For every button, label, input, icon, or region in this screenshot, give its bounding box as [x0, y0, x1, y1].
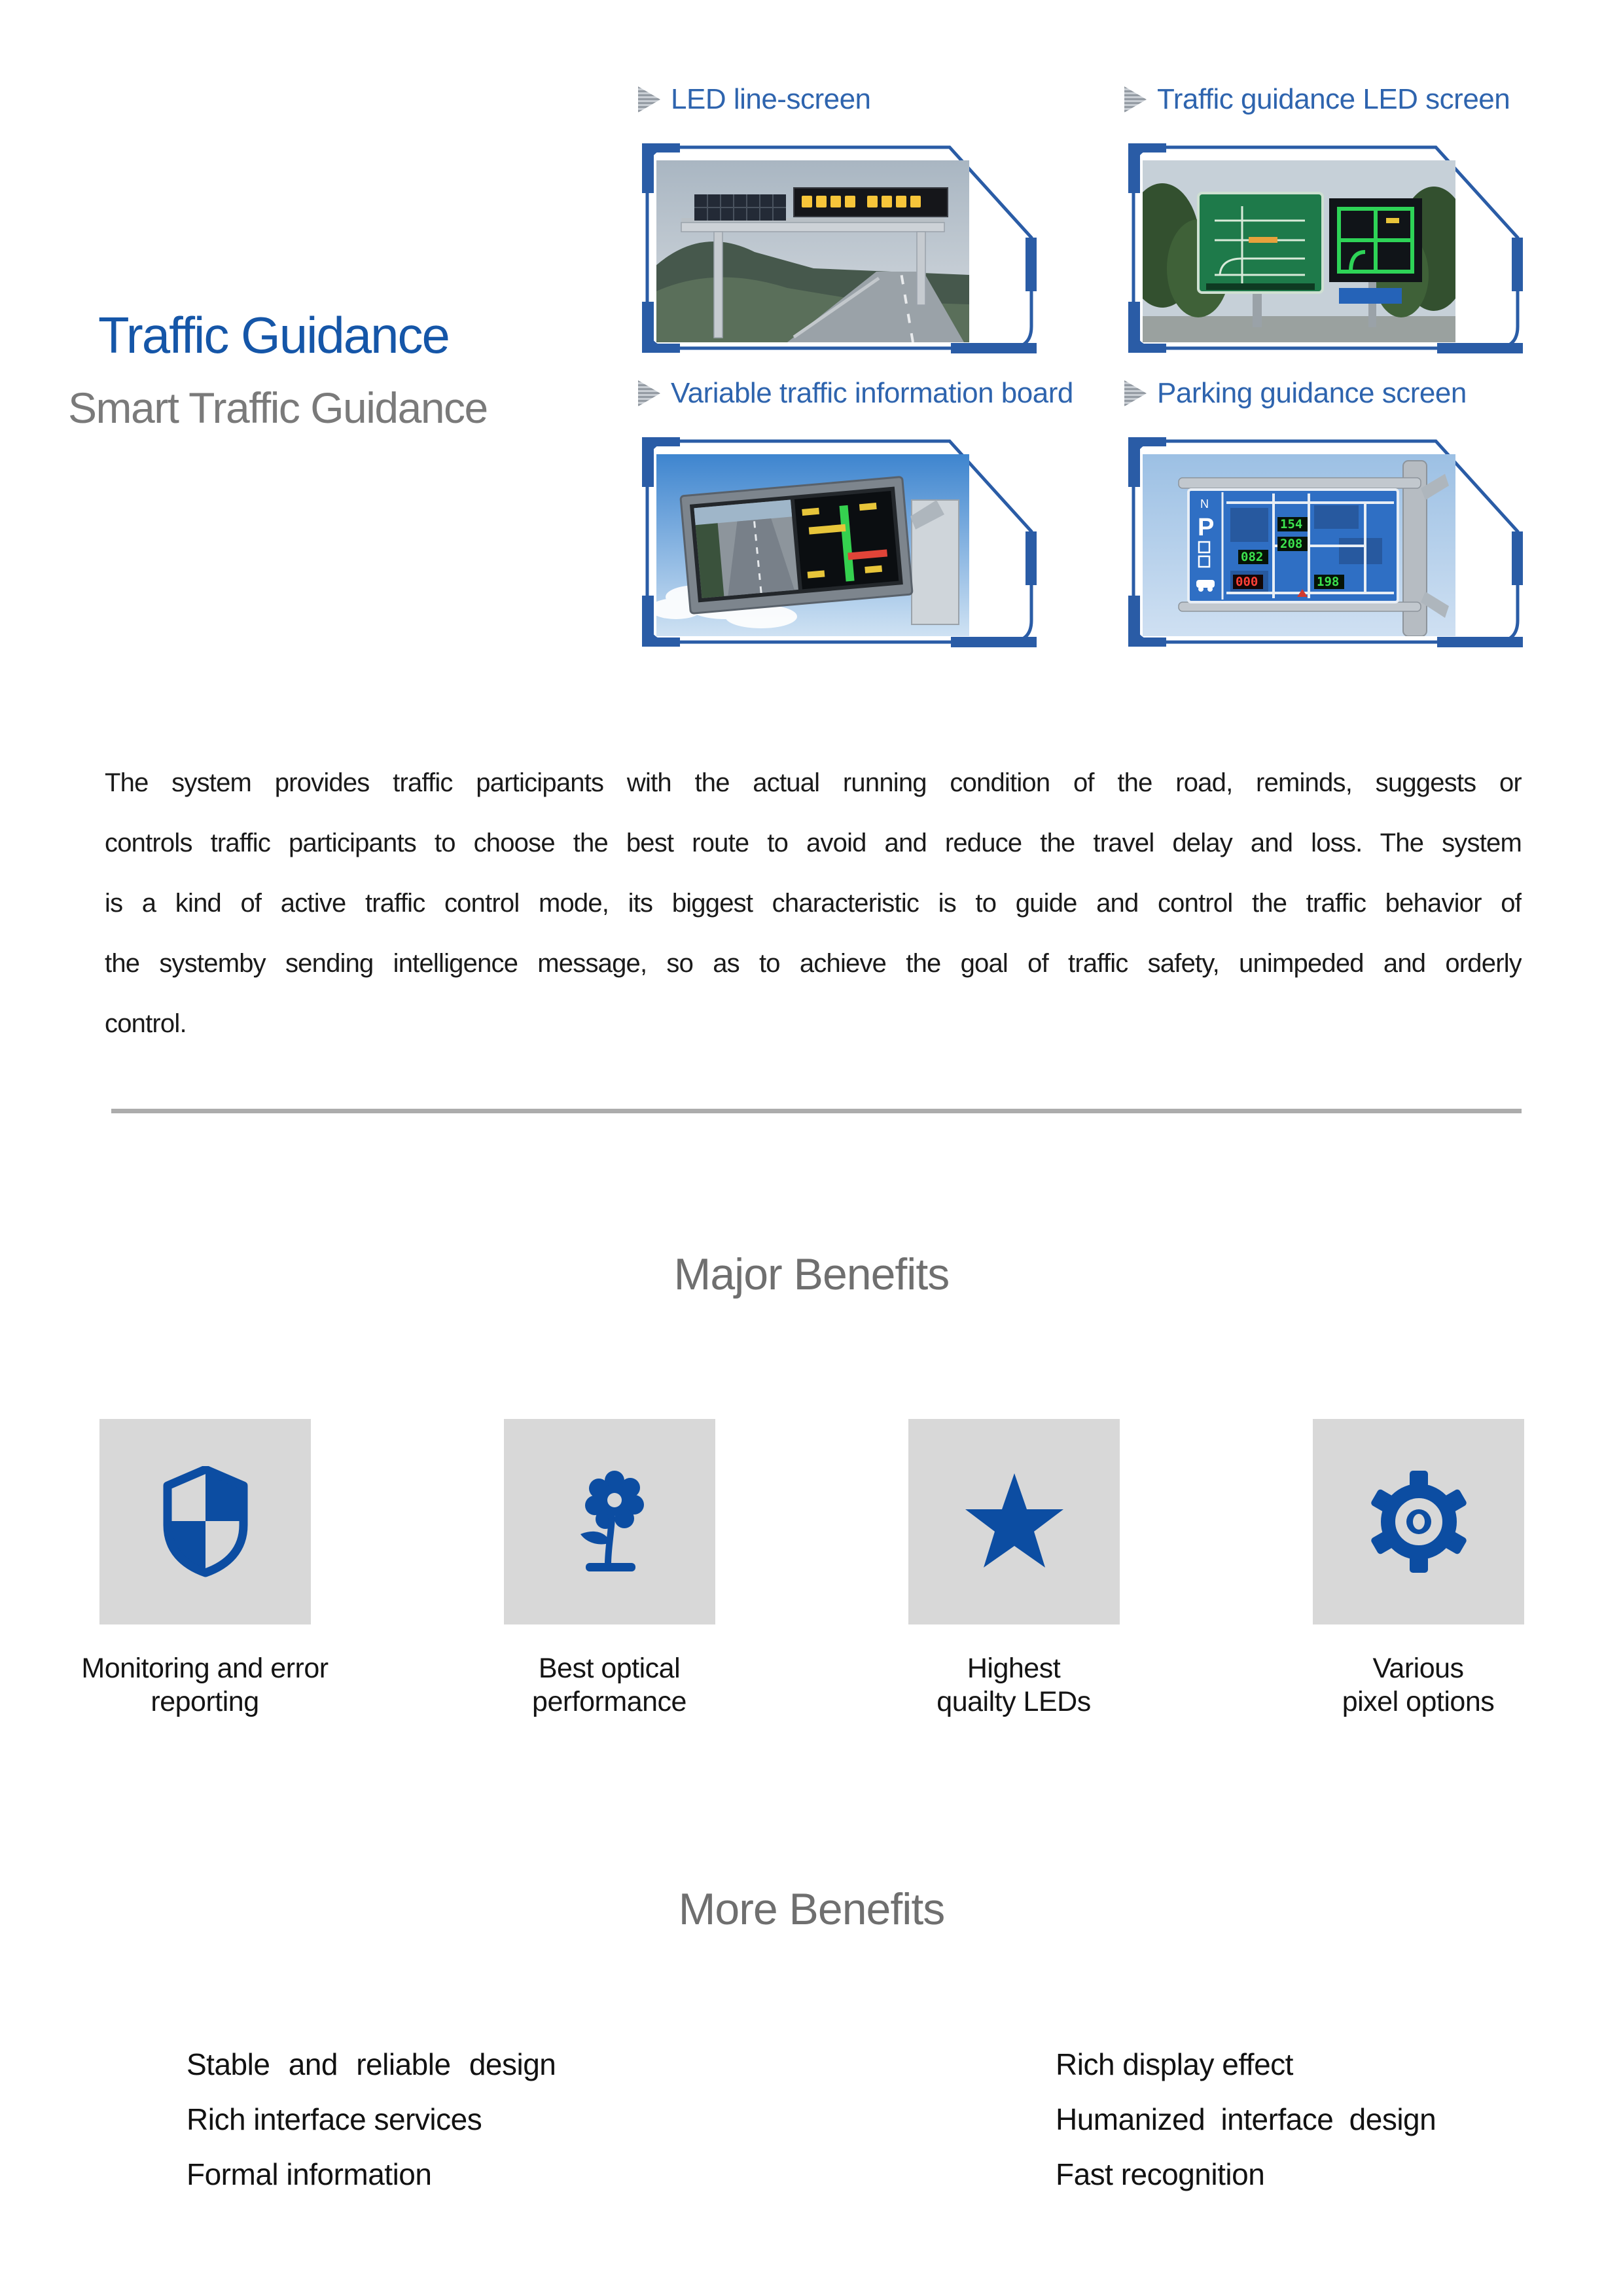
- photo-parking-guidance: [1143, 454, 1455, 636]
- photo-variable-board: [656, 454, 969, 636]
- benefit-label-line: pixel options: [1342, 1686, 1495, 1717]
- parking-count-text: 154: [1280, 517, 1303, 531]
- photo-frame: [1124, 432, 1527, 651]
- intro-line: The system provides traffic participants with the actual running condition of the road, reminds, suggests or: [105, 768, 1522, 797]
- benefit-tile-optical: [504, 1419, 715, 1624]
- svg-text:P: P: [1198, 514, 1215, 541]
- benefit-label-monitoring: [54, 1652, 355, 1719]
- parking-count-text: 082: [1241, 550, 1264, 564]
- photo-led-line-screen: [656, 160, 969, 342]
- svg-text:N: N: [1200, 497, 1209, 511]
- shield-icon: [156, 1466, 255, 1577]
- gear-icon: [1366, 1469, 1471, 1574]
- major-benefits-heading: Major Benefits: [673, 1249, 950, 1299]
- flower-icon: [561, 1466, 659, 1577]
- benefit-label-line: Highest: [967, 1653, 1061, 1684]
- more-benefit-item: Formal information: [187, 2157, 432, 2191]
- card-label-row: [638, 375, 1073, 412]
- more-benefits-heading: More Benefits: [678, 1884, 945, 1934]
- parking-count-text: 198: [1317, 575, 1340, 589]
- intro-paragraph: [105, 753, 1522, 1054]
- intro-line: controls traffic participants to choose the best route to avoid and reduce the travel delay and loss. The system: [105, 829, 1522, 857]
- intro-line: is a kind of active traffic control mode, its biggest characteristic is to guide and control the traffic behavior of: [105, 889, 1522, 918]
- benefit-label-line: reporting: [151, 1686, 259, 1717]
- benefit-tile-monitoring: [99, 1419, 311, 1624]
- photo-traffic-guidance-screen: [1143, 160, 1455, 342]
- benefit-tile-quality: [908, 1419, 1120, 1624]
- arrow-bullet-icon: [1124, 380, 1147, 406]
- card-label: Variable traffic information board: [671, 377, 1073, 409]
- card-label-row: [638, 81, 1041, 118]
- section-divider: [111, 1109, 1522, 1113]
- card-variable-information-board: [638, 375, 1073, 412]
- card-led-line-screen: [638, 81, 1041, 118]
- card-parking-guidance-screen: [1124, 375, 1527, 589]
- benefit-label-optical: [459, 1652, 760, 1719]
- photo-frame: [638, 138, 1041, 357]
- more-benefit-item: Fast recognition: [1056, 2157, 1265, 2191]
- benefit-label-line: performance: [532, 1686, 687, 1717]
- page-title: Traffic Guidance: [98, 306, 449, 364]
- benefit-label-line: Various: [1372, 1653, 1464, 1684]
- card-label: LED line-screen: [671, 83, 871, 115]
- parking-count-text: 208: [1280, 537, 1303, 551]
- card-label-row: [1124, 375, 1527, 412]
- benefit-label-quality: [863, 1652, 1164, 1719]
- more-benefit-item: Rich display effect: [1056, 2047, 1293, 2081]
- arrow-bullet-icon: [638, 86, 660, 113]
- card-label: Traffic guidance LED screen: [1157, 83, 1510, 115]
- benefit-tile-pixel-options: [1313, 1419, 1524, 1624]
- card-label: Parking guidance screen: [1157, 377, 1467, 409]
- intro-line: the systemby sending intelligence message, so as to achieve the goal of traffic safety, unimpeded and orderly: [105, 949, 1522, 978]
- intro-line: control.: [105, 1009, 187, 1038]
- benefit-label-line: quailty LEDs: [936, 1686, 1091, 1717]
- star-icon: [962, 1469, 1067, 1574]
- card-label-row: [1124, 81, 1527, 118]
- more-benefit-item: Humanized interface design: [1056, 2102, 1436, 2136]
- photo-frame: [638, 432, 1041, 651]
- benefit-label-line: Monitoring and error: [81, 1653, 329, 1684]
- benefit-label-line: Best optical: [538, 1653, 681, 1684]
- card-traffic-guidance-led-screen: [1124, 81, 1527, 118]
- more-benefit-item: Stable and reliable design: [187, 2047, 556, 2081]
- page-subtitle: Smart Traffic Guidance: [68, 384, 488, 432]
- arrow-bullet-icon: [638, 380, 660, 406]
- arrow-bullet-icon: [1124, 86, 1147, 113]
- photo-frame: [1124, 138, 1527, 357]
- parking-count-text: 000: [1236, 575, 1258, 589]
- benefit-label-pixel-options: [1268, 1652, 1569, 1719]
- more-benefit-item: Rich interface services: [187, 2102, 482, 2136]
